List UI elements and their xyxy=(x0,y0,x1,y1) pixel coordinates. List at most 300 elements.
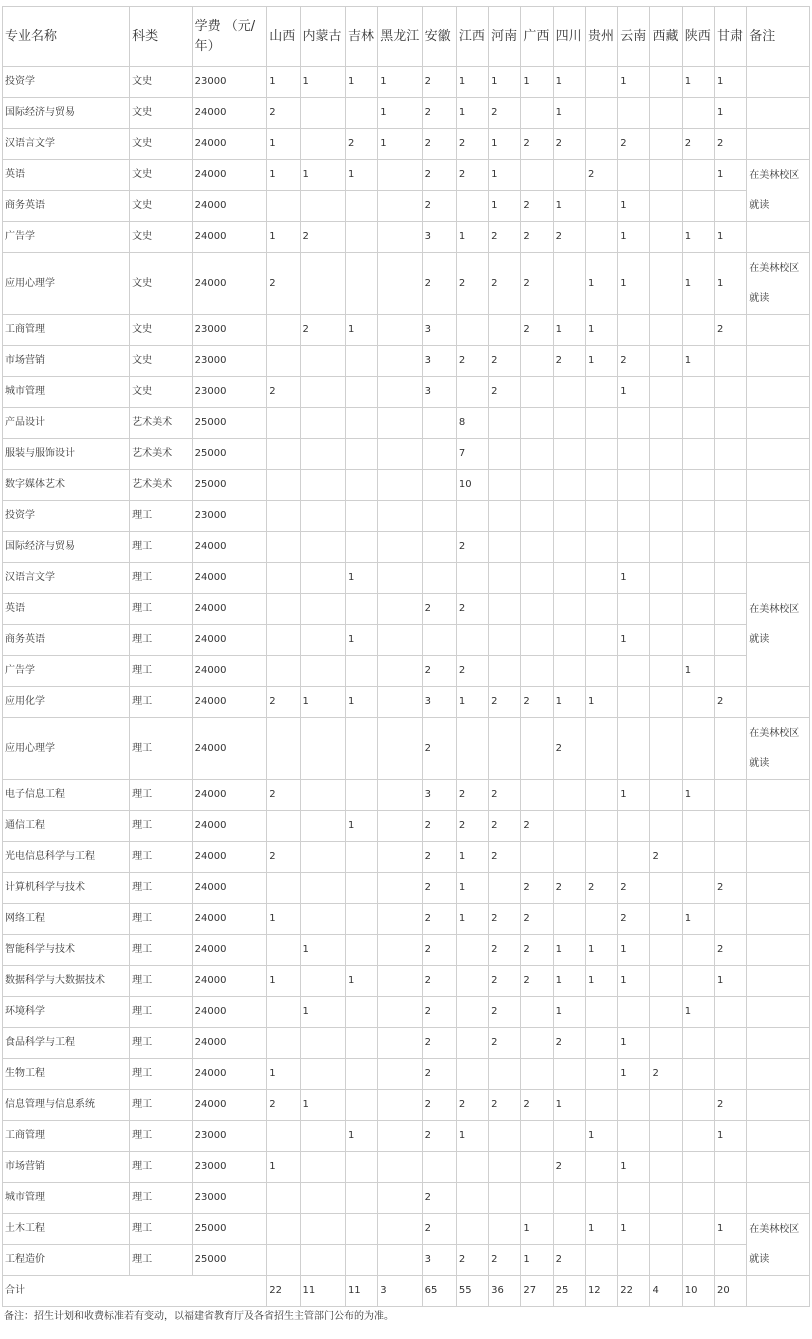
quota-cell xyxy=(456,563,488,594)
quota-cell xyxy=(585,1028,617,1059)
quota-cell xyxy=(682,315,714,346)
quota-cell: 1 xyxy=(553,191,585,222)
quota-cell xyxy=(378,1214,422,1245)
table-row xyxy=(3,873,810,904)
quota-cell: 1 xyxy=(585,935,617,966)
quota-cell xyxy=(682,1152,714,1183)
quota-cell xyxy=(300,377,345,408)
category-cell: 文史 xyxy=(130,160,193,191)
category-cell: 文史 xyxy=(130,222,193,253)
quota-cell xyxy=(682,377,714,408)
quota-cell xyxy=(300,501,345,532)
header-cell: 甘肃 xyxy=(715,7,747,67)
quota-cell xyxy=(682,811,714,842)
remark-cell xyxy=(747,470,810,501)
quota-cell: 2 xyxy=(422,1121,456,1152)
tuition-cell: 24000 xyxy=(192,811,267,842)
quota-cell: 2 xyxy=(456,253,488,315)
quota-cell: 2 xyxy=(422,904,456,935)
admission-plan-table xyxy=(2,6,810,1307)
tuition-cell: 23000 xyxy=(192,67,267,98)
quota-cell: 2 xyxy=(553,873,585,904)
quota-cell xyxy=(553,904,585,935)
quota-cell xyxy=(378,563,422,594)
quota-cell xyxy=(553,253,585,315)
remark-cell xyxy=(747,222,810,253)
quota-cell xyxy=(521,439,553,470)
quota-cell xyxy=(650,191,682,222)
quota-cell xyxy=(682,687,714,718)
quota-cell xyxy=(345,1090,377,1121)
quota-cell: 1 xyxy=(618,253,650,315)
quota-cell: 2 xyxy=(267,98,300,129)
quota-cell xyxy=(300,98,345,129)
quota-cell xyxy=(456,1152,488,1183)
quota-cell xyxy=(682,1090,714,1121)
quota-cell xyxy=(267,873,300,904)
tuition-cell: 25000 xyxy=(192,1245,267,1276)
tuition-cell: 23000 xyxy=(192,501,267,532)
quota-cell xyxy=(682,625,714,656)
remark-cell xyxy=(747,780,810,811)
quota-cell xyxy=(521,1152,553,1183)
quota-cell xyxy=(521,532,553,563)
quota-cell xyxy=(682,718,714,780)
table-row xyxy=(3,780,810,811)
quota-cell: 1 xyxy=(267,67,300,98)
quota-cell: 1 xyxy=(521,1245,553,1276)
quota-cell: 2 xyxy=(715,935,747,966)
quota-cell xyxy=(345,904,377,935)
category-cell: 理工 xyxy=(130,563,193,594)
quota-cell: 1 xyxy=(267,1059,300,1090)
quota-cell xyxy=(650,718,682,780)
quota-cell xyxy=(585,1245,617,1276)
quota-cell xyxy=(715,1245,747,1276)
category-cell: 理工 xyxy=(130,1028,193,1059)
quota-cell xyxy=(422,625,456,656)
quota-cell xyxy=(345,594,377,625)
quota-cell: 2 xyxy=(715,687,747,718)
quota-cell: 2 xyxy=(422,160,456,191)
quota-cell: 2 xyxy=(300,315,345,346)
tuition-cell: 25000 xyxy=(192,1214,267,1245)
quota-cell: 1 xyxy=(489,129,521,160)
tuition-cell: 24000 xyxy=(192,1028,267,1059)
quota-cell xyxy=(345,377,377,408)
quota-cell: 1 xyxy=(715,966,747,997)
quota-cell xyxy=(553,501,585,532)
quota-cell xyxy=(585,780,617,811)
quota-cell xyxy=(267,811,300,842)
category-cell: 理工 xyxy=(130,935,193,966)
tuition-cell: 24000 xyxy=(192,594,267,625)
quota-cell: 1 xyxy=(585,315,617,346)
quota-cell xyxy=(267,439,300,470)
quota-cell: 2 xyxy=(618,904,650,935)
total-cell: 22 xyxy=(618,1276,650,1307)
quota-cell xyxy=(553,1214,585,1245)
quota-cell: 1 xyxy=(553,687,585,718)
major-name-cell: 城市管理 xyxy=(3,1183,130,1214)
header-cell: 西藏 xyxy=(650,7,682,67)
quota-cell: 1 xyxy=(553,1090,585,1121)
quota-cell: 1 xyxy=(682,253,714,315)
category-cell: 理工 xyxy=(130,780,193,811)
quota-cell: 2 xyxy=(618,873,650,904)
header-cell: 贵州 xyxy=(585,7,617,67)
category-cell: 艺术美术 xyxy=(130,439,193,470)
quota-cell xyxy=(521,594,553,625)
quota-cell: 1 xyxy=(345,966,377,997)
table-row xyxy=(3,1183,810,1214)
quota-cell xyxy=(618,1121,650,1152)
quota-cell xyxy=(553,408,585,439)
category-cell: 理工 xyxy=(130,904,193,935)
quota-cell xyxy=(378,656,422,687)
quota-cell xyxy=(267,1214,300,1245)
quota-cell xyxy=(300,904,345,935)
quota-cell: 2 xyxy=(715,129,747,160)
quota-cell xyxy=(267,718,300,780)
quota-cell: 1 xyxy=(300,67,345,98)
quota-cell: 2 xyxy=(489,687,521,718)
quota-cell xyxy=(267,191,300,222)
quota-cell: 1 xyxy=(585,966,617,997)
header-cell: 云南 xyxy=(618,7,650,67)
quota-cell: 1 xyxy=(267,129,300,160)
quota-cell: 1 xyxy=(715,222,747,253)
quota-cell: 1 xyxy=(489,160,521,191)
quota-cell xyxy=(300,191,345,222)
quota-cell xyxy=(456,625,488,656)
major-name-cell: 食品科学与工程 xyxy=(3,1028,130,1059)
quota-cell: 1 xyxy=(345,687,377,718)
quota-cell xyxy=(267,594,300,625)
quota-cell xyxy=(585,129,617,160)
quota-cell xyxy=(650,1028,682,1059)
quota-cell: 1 xyxy=(618,966,650,997)
quota-cell xyxy=(300,1152,345,1183)
table-row xyxy=(3,811,810,842)
major-name-cell: 网络工程 xyxy=(3,904,130,935)
major-name-cell: 商务英语 xyxy=(3,625,130,656)
remark-cell xyxy=(747,98,810,129)
quota-cell xyxy=(378,1090,422,1121)
header-cell: 内蒙古 xyxy=(300,7,345,67)
quota-cell xyxy=(378,1183,422,1214)
quota-cell xyxy=(267,656,300,687)
tuition-cell: 24000 xyxy=(192,1090,267,1121)
remark-cell xyxy=(747,1090,810,1121)
quota-cell xyxy=(267,563,300,594)
quota-cell: 2 xyxy=(456,811,488,842)
quota-cell: 1 xyxy=(682,346,714,377)
quota-cell xyxy=(378,439,422,470)
quota-cell xyxy=(650,377,682,408)
total-cell: 11 xyxy=(300,1276,345,1307)
quota-cell xyxy=(345,873,377,904)
category-cell: 理工 xyxy=(130,1214,193,1245)
quota-cell: 2 xyxy=(553,346,585,377)
table-row xyxy=(3,222,810,253)
quota-cell: 10 xyxy=(456,470,488,501)
major-name-cell: 投资学 xyxy=(3,67,130,98)
quota-cell xyxy=(650,346,682,377)
quota-cell xyxy=(715,532,747,563)
table-row xyxy=(3,718,810,780)
quota-cell: 2 xyxy=(422,594,456,625)
quota-cell xyxy=(345,1152,377,1183)
quota-cell: 1 xyxy=(300,935,345,966)
quota-cell: 1 xyxy=(456,687,488,718)
header-cell: 安徽 xyxy=(422,7,456,67)
table-row xyxy=(3,1028,810,1059)
quota-cell: 1 xyxy=(553,67,585,98)
tuition-cell: 25000 xyxy=(192,470,267,501)
quota-cell: 2 xyxy=(521,873,553,904)
quota-cell: 2 xyxy=(267,377,300,408)
quota-cell xyxy=(585,718,617,780)
header-cell: 四川 xyxy=(553,7,585,67)
quota-cell: 1 xyxy=(267,160,300,191)
quota-cell: 1 xyxy=(267,904,300,935)
table-row xyxy=(3,1214,810,1245)
quota-cell: 2 xyxy=(489,377,521,408)
quota-cell xyxy=(267,315,300,346)
header-cell: 河南 xyxy=(489,7,521,67)
remark-cell: 在美林校区就读 xyxy=(747,160,810,222)
quota-cell: 1 xyxy=(715,67,747,98)
tuition-cell: 24000 xyxy=(192,718,267,780)
header-cell: 黑龙江 xyxy=(378,7,422,67)
quota-cell: 1 xyxy=(618,625,650,656)
quota-cell xyxy=(585,625,617,656)
table-row xyxy=(3,1152,810,1183)
tuition-cell: 25000 xyxy=(192,408,267,439)
header-cell: 广西 xyxy=(521,7,553,67)
table-row xyxy=(3,594,810,625)
quota-cell: 1 xyxy=(345,563,377,594)
quota-cell: 1 xyxy=(345,160,377,191)
quota-cell xyxy=(715,842,747,873)
quota-cell: 1 xyxy=(267,966,300,997)
quota-cell: 2 xyxy=(489,966,521,997)
tuition-cell: 24000 xyxy=(192,780,267,811)
quota-cell xyxy=(553,811,585,842)
quota-cell: 1 xyxy=(585,346,617,377)
quota-cell: 2 xyxy=(422,98,456,129)
quota-cell xyxy=(345,346,377,377)
quota-cell xyxy=(267,625,300,656)
quota-cell: 2 xyxy=(489,935,521,966)
quota-cell xyxy=(521,346,553,377)
tuition-cell: 24000 xyxy=(192,966,267,997)
category-cell: 理工 xyxy=(130,594,193,625)
quota-cell: 2 xyxy=(456,129,488,160)
table-row xyxy=(3,1245,810,1276)
quota-cell: 2 xyxy=(715,873,747,904)
remark-cell xyxy=(747,346,810,377)
table-row xyxy=(3,315,810,346)
major-name-cell: 环境科学 xyxy=(3,997,130,1028)
quota-cell xyxy=(650,873,682,904)
table-row xyxy=(3,439,810,470)
quota-cell: 1 xyxy=(585,253,617,315)
table-row xyxy=(3,470,810,501)
quota-cell xyxy=(422,532,456,563)
total-row xyxy=(3,1276,810,1307)
quota-cell xyxy=(300,408,345,439)
quota-cell xyxy=(650,625,682,656)
quota-cell: 2 xyxy=(267,780,300,811)
quota-cell xyxy=(300,780,345,811)
quota-cell xyxy=(715,904,747,935)
tuition-cell: 23000 xyxy=(192,315,267,346)
quota-cell: 2 xyxy=(456,594,488,625)
quota-cell: 1 xyxy=(456,904,488,935)
quota-cell: 1 xyxy=(267,1152,300,1183)
quota-cell xyxy=(300,1121,345,1152)
quota-cell xyxy=(456,191,488,222)
quota-cell: 1 xyxy=(715,1214,747,1245)
table-row xyxy=(3,687,810,718)
quota-cell: 1 xyxy=(267,222,300,253)
quota-cell: 2 xyxy=(521,1090,553,1121)
quota-cell: 3 xyxy=(422,1245,456,1276)
quota-cell: 1 xyxy=(715,160,747,191)
quota-cell xyxy=(585,1090,617,1121)
quota-cell: 2 xyxy=(521,935,553,966)
tuition-cell: 23000 xyxy=(192,1152,267,1183)
major-name-cell: 工商管理 xyxy=(3,315,130,346)
quota-cell xyxy=(378,935,422,966)
quota-cell: 2 xyxy=(422,935,456,966)
quota-cell: 2 xyxy=(456,780,488,811)
header-cell: 专业名称 xyxy=(3,7,130,67)
tuition-cell: 24000 xyxy=(192,1059,267,1090)
quota-cell xyxy=(650,1214,682,1245)
quota-cell xyxy=(378,346,422,377)
quota-cell: 1 xyxy=(585,1214,617,1245)
quota-cell xyxy=(682,842,714,873)
quota-cell xyxy=(521,1183,553,1214)
quota-cell xyxy=(456,718,488,780)
quota-cell xyxy=(618,1090,650,1121)
quota-cell: 7 xyxy=(456,439,488,470)
tuition-cell: 24000 xyxy=(192,222,267,253)
quota-cell xyxy=(650,253,682,315)
quota-cell xyxy=(300,811,345,842)
quota-cell xyxy=(422,501,456,532)
quota-cell xyxy=(682,966,714,997)
quota-cell: 2 xyxy=(715,315,747,346)
tuition-cell: 24000 xyxy=(192,253,267,315)
total-cell: 25 xyxy=(553,1276,585,1307)
tuition-cell: 24000 xyxy=(192,842,267,873)
quota-cell xyxy=(553,1059,585,1090)
quota-cell xyxy=(489,1059,521,1090)
quota-cell xyxy=(267,532,300,563)
total-cell: 27 xyxy=(521,1276,553,1307)
quota-cell xyxy=(378,780,422,811)
quota-cell xyxy=(345,1028,377,1059)
quota-cell xyxy=(682,439,714,470)
quota-cell xyxy=(618,408,650,439)
quota-cell: 1 xyxy=(715,253,747,315)
category-cell: 理工 xyxy=(130,811,193,842)
quota-cell xyxy=(618,687,650,718)
header-cell: 科类 xyxy=(130,7,193,67)
quota-cell xyxy=(489,470,521,501)
quota-cell xyxy=(715,563,747,594)
quota-cell xyxy=(378,904,422,935)
quota-cell xyxy=(378,687,422,718)
remark-cell xyxy=(747,67,810,98)
quota-cell xyxy=(267,1183,300,1214)
quota-cell: 1 xyxy=(345,811,377,842)
quota-cell xyxy=(715,377,747,408)
quota-cell xyxy=(422,439,456,470)
quota-cell xyxy=(345,656,377,687)
table-row xyxy=(3,532,810,563)
quota-cell xyxy=(521,377,553,408)
remark-cell xyxy=(747,1059,810,1090)
remark-cell: 在美林校区就读 xyxy=(747,1214,810,1276)
quota-cell xyxy=(378,625,422,656)
quota-cell xyxy=(345,408,377,439)
quota-cell xyxy=(300,966,345,997)
major-name-cell: 光电信息科学与工程 xyxy=(3,842,130,873)
quota-cell xyxy=(715,625,747,656)
major-name-cell: 应用化学 xyxy=(3,687,130,718)
quota-cell xyxy=(267,346,300,377)
major-name-cell: 英语 xyxy=(3,594,130,625)
quota-cell: 1 xyxy=(345,625,377,656)
category-cell: 理工 xyxy=(130,997,193,1028)
quota-cell xyxy=(378,222,422,253)
category-cell: 理工 xyxy=(130,842,193,873)
quota-cell: 2 xyxy=(422,1183,456,1214)
quota-cell xyxy=(378,160,422,191)
quota-cell xyxy=(345,98,377,129)
quota-cell xyxy=(553,439,585,470)
category-cell: 文史 xyxy=(130,346,193,377)
category-cell: 理工 xyxy=(130,625,193,656)
quota-cell xyxy=(650,594,682,625)
quota-cell: 1 xyxy=(456,67,488,98)
quota-cell xyxy=(489,873,521,904)
quota-cell xyxy=(553,532,585,563)
quota-cell: 1 xyxy=(456,98,488,129)
quota-cell: 2 xyxy=(521,966,553,997)
quota-cell: 3 xyxy=(422,222,456,253)
quota-cell xyxy=(618,656,650,687)
major-name-cell: 产品设计 xyxy=(3,408,130,439)
category-cell: 理工 xyxy=(130,718,193,780)
remark-cell xyxy=(747,408,810,439)
quota-cell: 2 xyxy=(489,1028,521,1059)
quota-cell: 2 xyxy=(715,1090,747,1121)
quota-cell xyxy=(553,625,585,656)
quota-cell: 2 xyxy=(422,811,456,842)
quota-cell: 2 xyxy=(682,129,714,160)
quota-cell: 1 xyxy=(618,191,650,222)
quota-cell: 2 xyxy=(521,904,553,935)
quota-cell xyxy=(521,1121,553,1152)
quota-cell: 2 xyxy=(553,718,585,780)
quota-cell xyxy=(650,129,682,160)
